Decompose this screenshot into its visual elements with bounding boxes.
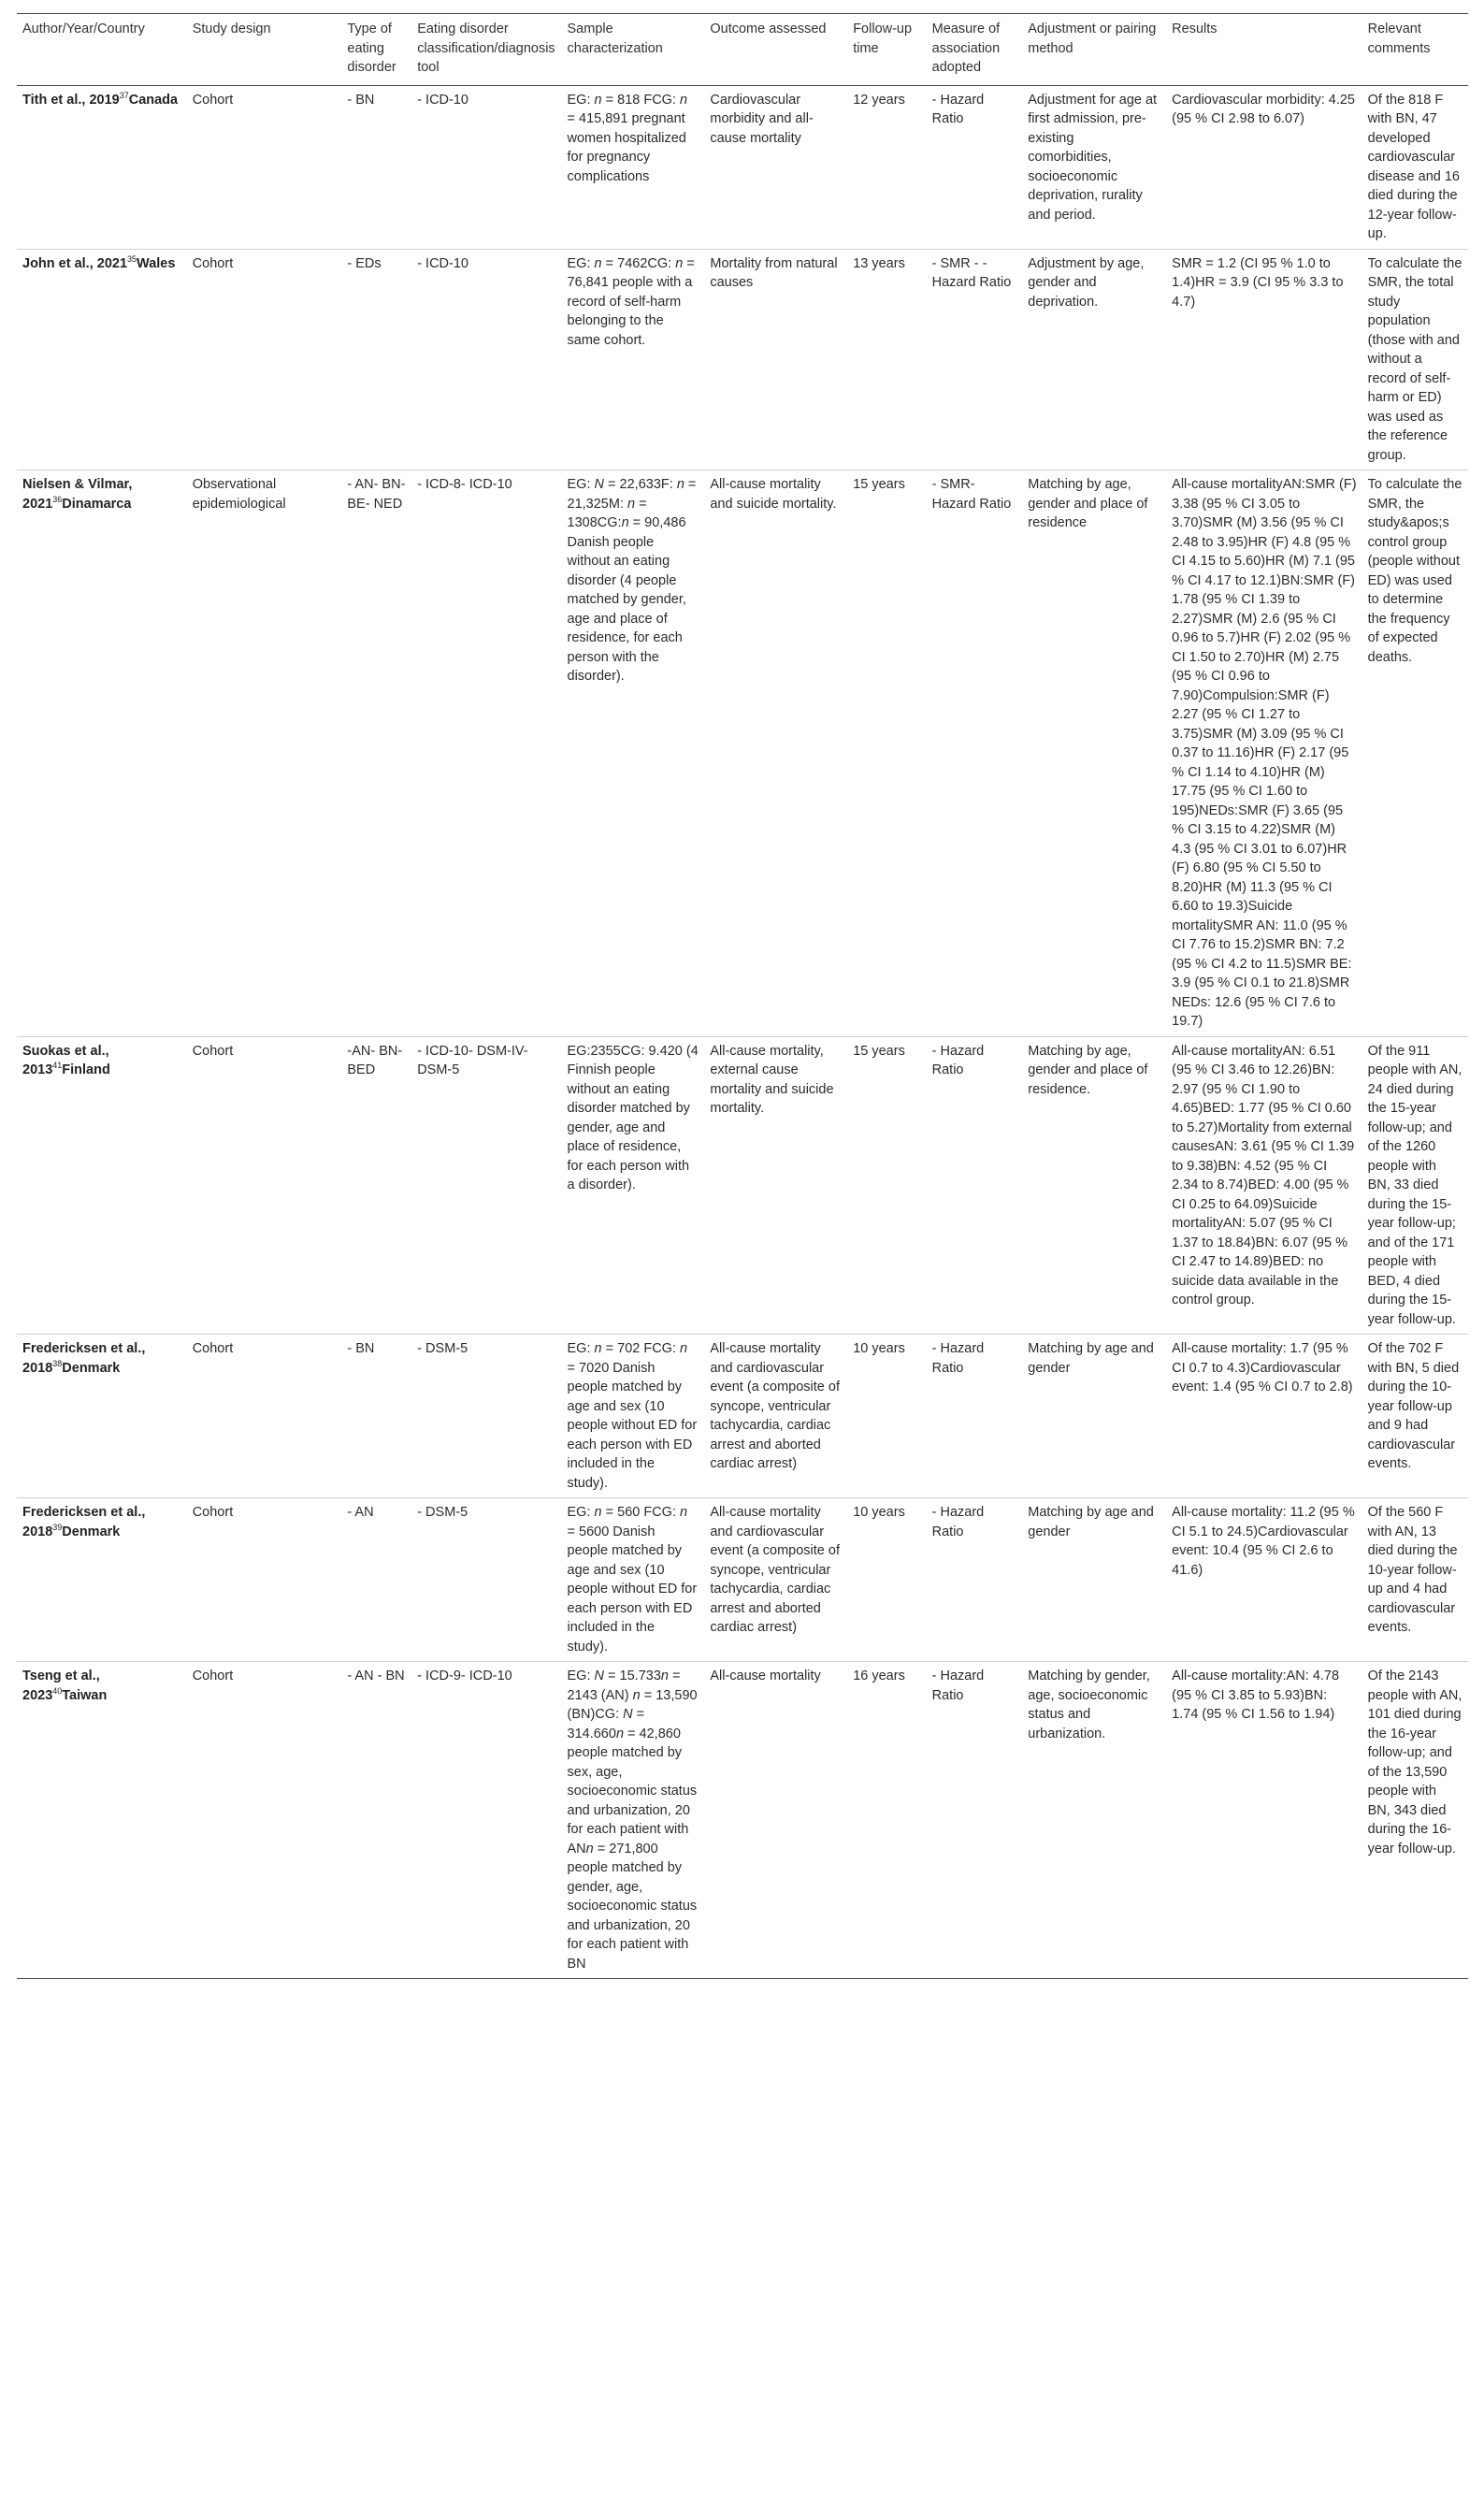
cell-tool: - DSM-5 — [411, 1498, 561, 1662]
cell-follow-up: 10 years — [847, 1498, 926, 1662]
cell-sample: EG: N = 15.733n = 2143 (AN) n = 13,590 (BN)CG: N = 314.660n = 42,860 people matched by sex, age, socioeconomic status and urbanization, 20 for each patient with ANn = 271,800 people matched by gender, age, socioeconomic status and urbanization, 20 for each patient with BN — [562, 1662, 705, 1979]
cell-follow-up: 10 years — [847, 1335, 926, 1498]
cell-follow-up: 16 years — [847, 1662, 926, 1979]
header-author: Author/Year/Country — [17, 14, 187, 86]
header-sample: Sample characterization — [562, 14, 705, 86]
cell-ed-type: - AN- BN- BE- NED — [341, 470, 411, 1037]
cell-outcome: All-cause mortality and cardiovascular event (a composite of syncope, ventricular tachycardia, cardiac arrest and aborted cardiac arrest) — [704, 1335, 847, 1498]
cell-tool: - ICD-8- ICD-10 — [411, 470, 561, 1037]
author-year: Suokas et al., 2013 — [22, 1043, 109, 1077]
header-ed-type: Type of eating disorder — [341, 14, 411, 86]
header-outcome: Outcome assessed — [704, 14, 847, 86]
header-tool: Eating disorder classification/diagnosis tool — [411, 14, 561, 86]
cell-results: All-cause mortalityAN:SMR (F) 3.38 (95 % CI 3.05 to 3.70)SMR (M) 3.56 (95 % CI 2.48 to 3.95)HR (F) 4.8 (95 % CI 4.15 to 5.60)HR (M) 7.1 (95 % CI 4.17 to 12.1)BN:SMR (F) 1.78 (95 % CI 1.39 to 2.27)SMR (M) 2.6 (95 % CI 0.96 to 5.7)HR (F) 2.02 (95 % CI 1.50 to 2.70)HR (M) 2.75 (95 % CI 0.96 to 7.90)Compulsion:SMR (F) 2.27 (95 % CI 1.27 to 3.75)SMR (M) 3.09 (95 % CI 0.37 to 11.16)HR (F) 2.17 (95 % CI 1.14 to 4.10)HR (M) 17.75 (95 % CI 1.60 to 195)NEDs:SMR (F) 3.65 (95 % CI 3.15 to 4.22)SMR (M) 4.3 (95 % CI 3.01 to 6.07)HR (F) 6.80 (95 % CI 5.50 to 8.20)HR (M) 11.3 (95 % CI 6.60 to 19.3)Suicide mortalitySMR AN: 11.0 (95 % CI 7.76 to 15.2)SMR BN: 7.2 (95 % CI 4.2 to 11.5)SMR BE: 3.9 (95 % CI 0.1 to 21.8)SMR NEDs: 12.6 (95 % CI 7.6 to 19.7) — [1166, 470, 1362, 1037]
reference-number: 37 — [119, 90, 129, 100]
header-design: Study design — [187, 14, 342, 86]
cell-comments: Of the 560 F with AN, 13 died during the 10-year follow-up and 4 had cardiovascular events. — [1362, 1498, 1468, 1662]
cell-comments: Of the 2143 people with AN, 101 died during the 16-year follow-up; and of the 13,590 people with BN, 343 died during the 16-year follow-up. — [1362, 1662, 1468, 1979]
cell-follow-up: 13 years — [847, 249, 926, 470]
cell-adjustment: Matching by age, gender and place of residence. — [1022, 1036, 1166, 1335]
author-year: Nielsen & Vilmar, 2021 — [22, 477, 133, 512]
cell-ed-type: - BN — [341, 85, 411, 249]
table-row — [17, 249, 1468, 470]
cell-outcome: All-cause mortality and cardiovascular event (a composite of syncope, ventricular tachycardia, cardiac arrest and aborted cardiac arrest) — [704, 1498, 847, 1662]
cell-outcome: All-cause mortality — [704, 1662, 847, 1979]
cell-ed-type: - BN — [341, 1335, 411, 1498]
country: Denmark — [62, 1360, 121, 1376]
cell-results: Cardiovascular morbidity: 4.25 (95 % CI 2.98 to 6.07) — [1166, 85, 1362, 249]
cell-ed-type: - AN — [341, 1498, 411, 1662]
author-year: Tith et al., 2019 — [22, 92, 120, 108]
country: Dinamarca — [62, 496, 132, 512]
cell-measure: - Hazard Ratio — [927, 1335, 1023, 1498]
cell-adjustment: Matching by age, gender and place of residence — [1022, 470, 1166, 1037]
header-results: Results — [1166, 14, 1362, 86]
cell-tool: - ICD-10 — [411, 85, 561, 249]
studies-table — [17, 13, 1468, 1979]
country: Taiwan — [62, 1687, 108, 1703]
country: Denmark — [62, 1524, 121, 1539]
cell-comments: To calculate the SMR, the total study population (those with and without a record of self-harm or ED) was used as the reference group. — [1362, 249, 1468, 470]
cell-measure: - Hazard Ratio — [927, 1498, 1023, 1662]
cell-comments: Of the 911 people with AN, 24 died during the 15-year follow-up; and of the 1260 people with BN, 33 died during the 15-year follow-up; and of the 171 people with BED, 4 died during the 15-year follow-up. — [1362, 1036, 1468, 1335]
cell-sample: EG: n = 7462CG: n = 76,841 people with a record of self-harm belonging to the same cohort. — [562, 249, 705, 470]
cell-author — [17, 1662, 187, 1979]
cell-ed-type: - AN - BN — [341, 1662, 411, 1979]
cell-results: All-cause mortality: 1.7 (95 % CI 0.7 to 4.3)Cardiovascular event: 1.4 (95 % CI 0.7 to 2.8) — [1166, 1335, 1362, 1498]
cell-design: Cohort — [187, 85, 342, 249]
table-row — [17, 85, 1468, 249]
header-comments: Relevant comments — [1362, 14, 1468, 86]
cell-adjustment: Matching by age and gender — [1022, 1498, 1166, 1662]
cell-sample: EG:2355CG: 9.420 (4 Finnish people without an eating disorder matched by gender, age and place of residence, for each person with a disorder). — [562, 1036, 705, 1335]
cell-tool: - ICD-9- ICD-10 — [411, 1662, 561, 1979]
cell-comments: To calculate the SMR, the study&apos;s control group (people without ED) was used to determine the frequency of expected deaths. — [1362, 470, 1468, 1037]
cell-sample: EG: n = 560 FCG: n = 5600 Danish people matched by age and sex (10 people without ED for each person with ED included in the study). — [562, 1498, 705, 1662]
country: Finland — [62, 1062, 110, 1077]
cell-follow-up: 12 years — [847, 85, 926, 249]
cell-follow-up: 15 years — [847, 470, 926, 1037]
table-row — [17, 1662, 1468, 1979]
cell-tool: - ICD-10 — [411, 249, 561, 470]
reference-number: 36 — [52, 494, 63, 504]
table-row — [17, 1036, 1468, 1335]
cell-outcome: All-cause mortality, external cause mortality and suicide mortality. — [704, 1036, 847, 1335]
cell-comments: Of the 818 F with BN, 47 developed cardiovascular disease and 16 died during the 12-year follow-up. — [1362, 85, 1468, 249]
cell-design: Cohort — [187, 1036, 342, 1335]
reference-number: 39 — [52, 1522, 63, 1532]
cell-follow-up: 15 years — [847, 1036, 926, 1335]
author-year: Fredericksen et al., 2018 — [22, 1505, 146, 1539]
cell-comments: Of the 702 F with BN, 5 died during the 10-year follow-up and 9 had cardiovascular events. — [1362, 1335, 1468, 1498]
studies-table-container — [17, 13, 1468, 1979]
cell-author — [17, 1335, 187, 1498]
cell-design: Cohort — [187, 1498, 342, 1662]
cell-tool: - ICD-10- DSM-IV- DSM-5 — [411, 1036, 561, 1335]
country: Wales — [137, 255, 176, 271]
cell-design: Cohort — [187, 1662, 342, 1979]
header-measure: Measure of association adopted — [927, 14, 1023, 86]
cell-adjustment: Adjustment for age at first admission, pre-existing comorbidities, socioeconomic deprivation, rurality and period. — [1022, 85, 1166, 249]
cell-tool: - DSM-5 — [411, 1335, 561, 1498]
cell-author — [17, 470, 187, 1037]
cell-ed-type: -AN- BN- BED — [341, 1036, 411, 1335]
cell-outcome: Cardiovascular morbidity and all-cause mortality — [704, 85, 847, 249]
cell-outcome: Mortality from natural causes — [704, 249, 847, 470]
cell-results: SMR = 1.2 (CI 95 % 1.0 to 1.4)HR = 3.9 (CI 95 % 3.3 to 4.7) — [1166, 249, 1362, 470]
cell-results: All-cause mortality: 11.2 (95 % CI 5.1 to 24.5)Cardiovascular event: 10.4 (95 % CI 2.6 to 41.6) — [1166, 1498, 1362, 1662]
header-adjustment: Adjustment or pairing method — [1022, 14, 1166, 86]
cell-ed-type: - EDs — [341, 249, 411, 470]
cell-author — [17, 1498, 187, 1662]
header-follow-up: Follow-up time — [847, 14, 926, 86]
country: Canada — [128, 92, 179, 108]
author-year: John et al., 2021 — [22, 255, 128, 271]
table-header-row — [17, 14, 1468, 86]
cell-measure: - Hazard Ratio — [927, 85, 1023, 249]
author-year: Tseng et al., 2023 — [22, 1669, 100, 1703]
cell-design: Observational epidemiological — [187, 470, 342, 1037]
author-year: Fredericksen et al., 2018 — [22, 1341, 146, 1376]
cell-design: Cohort — [187, 1335, 342, 1498]
cell-outcome: All-cause mortality and suicide mortality. — [704, 470, 847, 1037]
cell-measure: - Hazard Ratio — [927, 1662, 1023, 1979]
cell-author — [17, 249, 187, 470]
table-row — [17, 470, 1468, 1037]
cell-measure: - SMR- Hazard Ratio — [927, 470, 1023, 1037]
cell-sample: EG: n = 818 FCG: n = 415,891 pregnant women hospitalized for pregnancy complications — [562, 85, 705, 249]
cell-measure: - Hazard Ratio — [927, 1036, 1023, 1335]
cell-adjustment: Matching by gender, age, socioeconomic status and urbanization. — [1022, 1662, 1166, 1979]
table-row — [17, 1498, 1468, 1662]
cell-measure: - SMR - - Hazard Ratio — [927, 249, 1023, 470]
cell-sample: EG: n = 702 FCG: n = 7020 Danish people matched by age and sex (10 people without ED for each person with ED included in the study). — [562, 1335, 705, 1498]
cell-author — [17, 1036, 187, 1335]
reference-number: 41 — [52, 1061, 63, 1071]
cell-adjustment: Matching by age and gender — [1022, 1335, 1166, 1498]
cell-results: All-cause mortality:AN: 4.78 (95 % CI 3.85 to 5.93)BN: 1.74 (95 % CI 1.56 to 1.94) — [1166, 1662, 1362, 1979]
reference-number: 35 — [127, 253, 137, 264]
cell-design: Cohort — [187, 249, 342, 470]
reference-number: 38 — [52, 1358, 63, 1368]
cell-author — [17, 85, 187, 249]
cell-sample: EG: N = 22,633F: n = 21,325M: n = 1308CG:n = 90,486 Danish people without an eating disorder (4 people matched by gender, age and place of residence, for each person with the disorder). — [562, 470, 705, 1037]
cell-adjustment: Adjustment by age, gender and deprivation. — [1022, 249, 1166, 470]
table-row — [17, 1335, 1468, 1498]
cell-results: All-cause mortalityAN: 6.51 (95 % CI 3.46 to 12.26)BN: 2.97 (95 % CI 1.90 to 4.65)BED: 1.77 (95 % CI 0.60 to 5.27)Mortality from external causesAN: 3.61 (95 % CI 1.39 to 9.38)BN: 4.52 (95 % CI 2.34 to 8.74)BED: 4.00 (95 % CI 0.25 to 64.09)Suicide mortalityAN: 5.07 (95 % CI 1.37 to 18.84)BN: 6.07 (95 % CI 2.47 to 14.89)BED: no suicide data available in the control group. — [1166, 1036, 1362, 1335]
reference-number: 40 — [52, 1685, 63, 1696]
